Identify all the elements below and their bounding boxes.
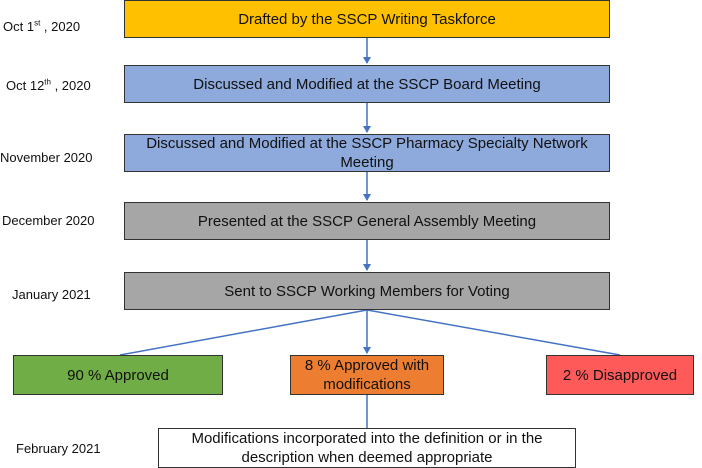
step-general-assembly [124,202,610,240]
outcome-modified-label: 8 % Approved with modifications [304,357,430,393]
step-network-meeting-label: Discussed and Modified at the SSCP Pharmacy Specialty Network Meeting [146,135,588,171]
step-drafted [124,0,610,38]
date-february-2021: February 2021 [16,441,101,456]
line-voting-to-disapproved [367,310,620,355]
line-voting-to-approved [120,310,367,355]
step-general-assembly-label: Presented at the SSCP General Assembly Meeting [197,212,537,230]
final-step-label: Modifications incorporated into the definition or in the description when deemed appropriate [191,430,543,466]
date-oct-1: Oct 1st , 2020 [3,18,81,34]
date-november-2020: November 2020 [0,150,93,165]
outcome-disapproved-label: 2 % Disapproved [562,366,678,384]
final-step-modifications [158,428,576,468]
date-december-2020: December 2020 [2,213,95,228]
step-voting [124,272,610,310]
outcome-approved [13,355,223,395]
step-network-meeting [124,134,610,172]
step-board-meeting-label: Discussed and Modified at the SSCP Board Meeting [193,75,541,93]
outcome-disapproved [546,355,694,395]
step-board-meeting [124,65,610,103]
outcome-approved-with-modifications [290,355,444,395]
step-drafted-label: Drafted by the SSCP Writing Taskforce [238,10,496,28]
outcome-approved-label: 90 % Approved [67,366,169,384]
date-january-2021: January 2021 [12,287,91,302]
date-oct-12: Oct 12th , 2020 [6,77,91,93]
step-voting-label: Sent to SSCP Working Members for Voting [224,282,510,300]
